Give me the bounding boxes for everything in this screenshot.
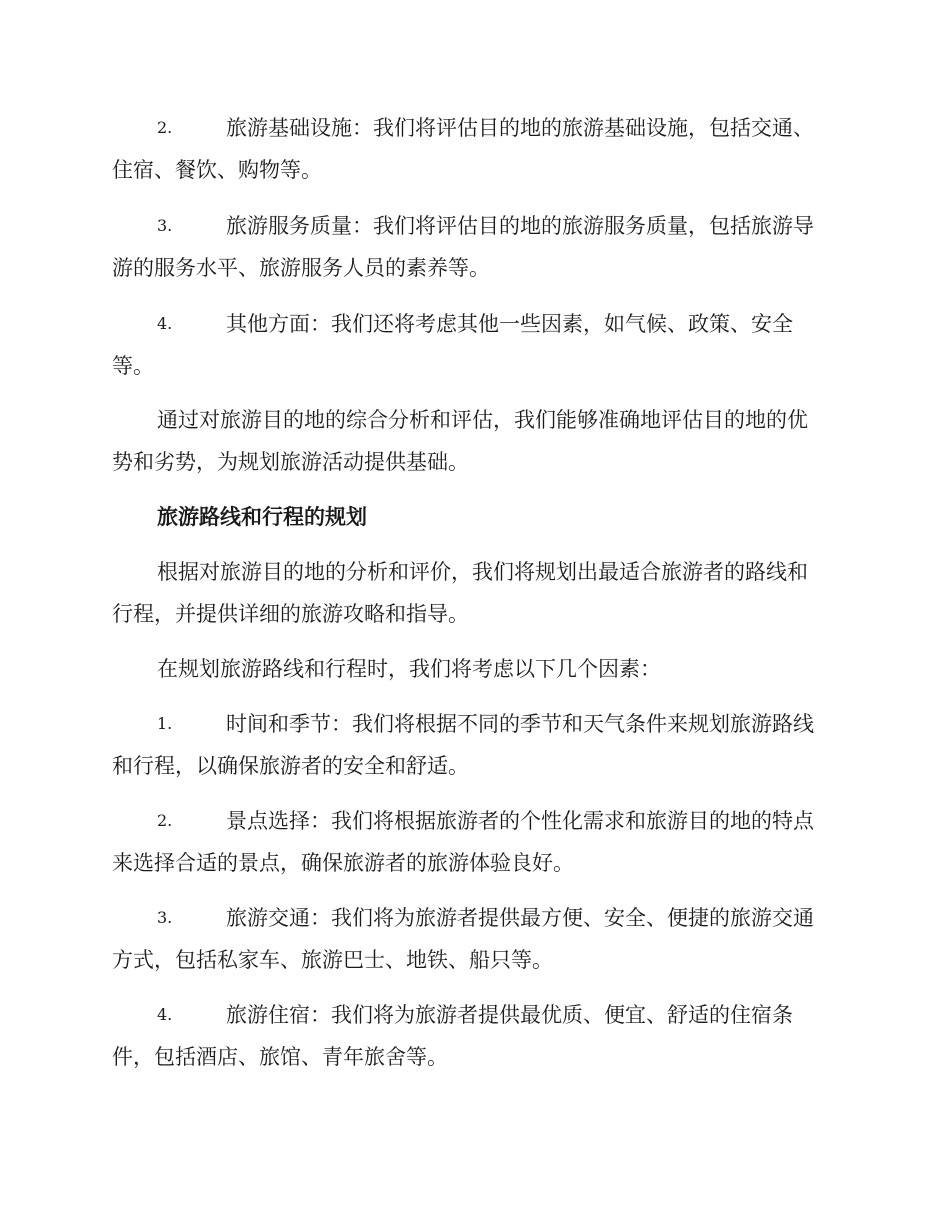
paragraph-line: 在规划旅游路线和行程时，我们将考虑以下几个因素： [157,657,661,681]
list-number: 3. [157,216,173,235]
list-number: 1. [157,714,173,733]
list-number: 4. [157,1005,173,1024]
list-text-line: 来选择合适的景点，确保旅游者的旅游体验良好。 [112,851,574,875]
list-text-line: 旅游基础设施：我们将评估目的地的旅游基础设施，包括交通、 [226,116,814,140]
paragraph-line: 根据对旅游目的地的分析和评价，我们将规划出最适合旅游者的路线和 [157,560,808,584]
list-text-line: 旅游住宿：我们将为旅游者提供最优质、便宜、舒适的住宿条 [226,1003,793,1027]
list-text-line: 件，包括酒店、旅馆、青年旅舍等。 [112,1045,448,1069]
list-text-line: 住宿、餐饮、购物等。 [112,158,322,182]
list-text-line: 游的服务水平、旅游服务人员的素养等。 [112,256,490,280]
list-text-line: 旅游服务质量：我们将评估目的地的旅游服务质量，包括旅游导 [226,214,814,238]
list-text-line: 等。 [112,354,154,378]
paragraph-line: 行程，并提供详细的旅游攻略和指导。 [112,602,469,626]
list-number: 2. [157,118,173,137]
list-number: 2. [157,811,173,830]
list-number: 4. [157,314,173,333]
list-text-line: 和行程，以确保旅游者的安全和舒适。 [112,754,469,778]
list-text-line: 其他方面：我们还将考虑其他一些因素，如气候、政策、安全 [226,312,793,336]
paragraph-line: 通过对旅游目的地的综合分析和评估，我们能够准确地评估目的地的优 [157,408,808,432]
paragraph-line: 势和劣势，为规划旅游活动提供基础。 [112,450,469,474]
list-text-line: 旅游交通：我们将为旅游者提供最方便、安全、便捷的旅游交通 [226,906,814,930]
list-text-line: 时间和季节：我们将根据不同的季节和天气条件来规划旅游路线 [226,712,814,736]
list-text-line: 景点选择：我们将根据旅游者的个性化需求和旅游目的地的特点 [226,809,814,833]
list-text-line: 方式，包括私家车、旅游巴士、地铁、船只等。 [112,948,553,972]
section-heading: 旅游路线和行程的规划 [157,504,367,529]
list-number: 3. [157,908,173,927]
